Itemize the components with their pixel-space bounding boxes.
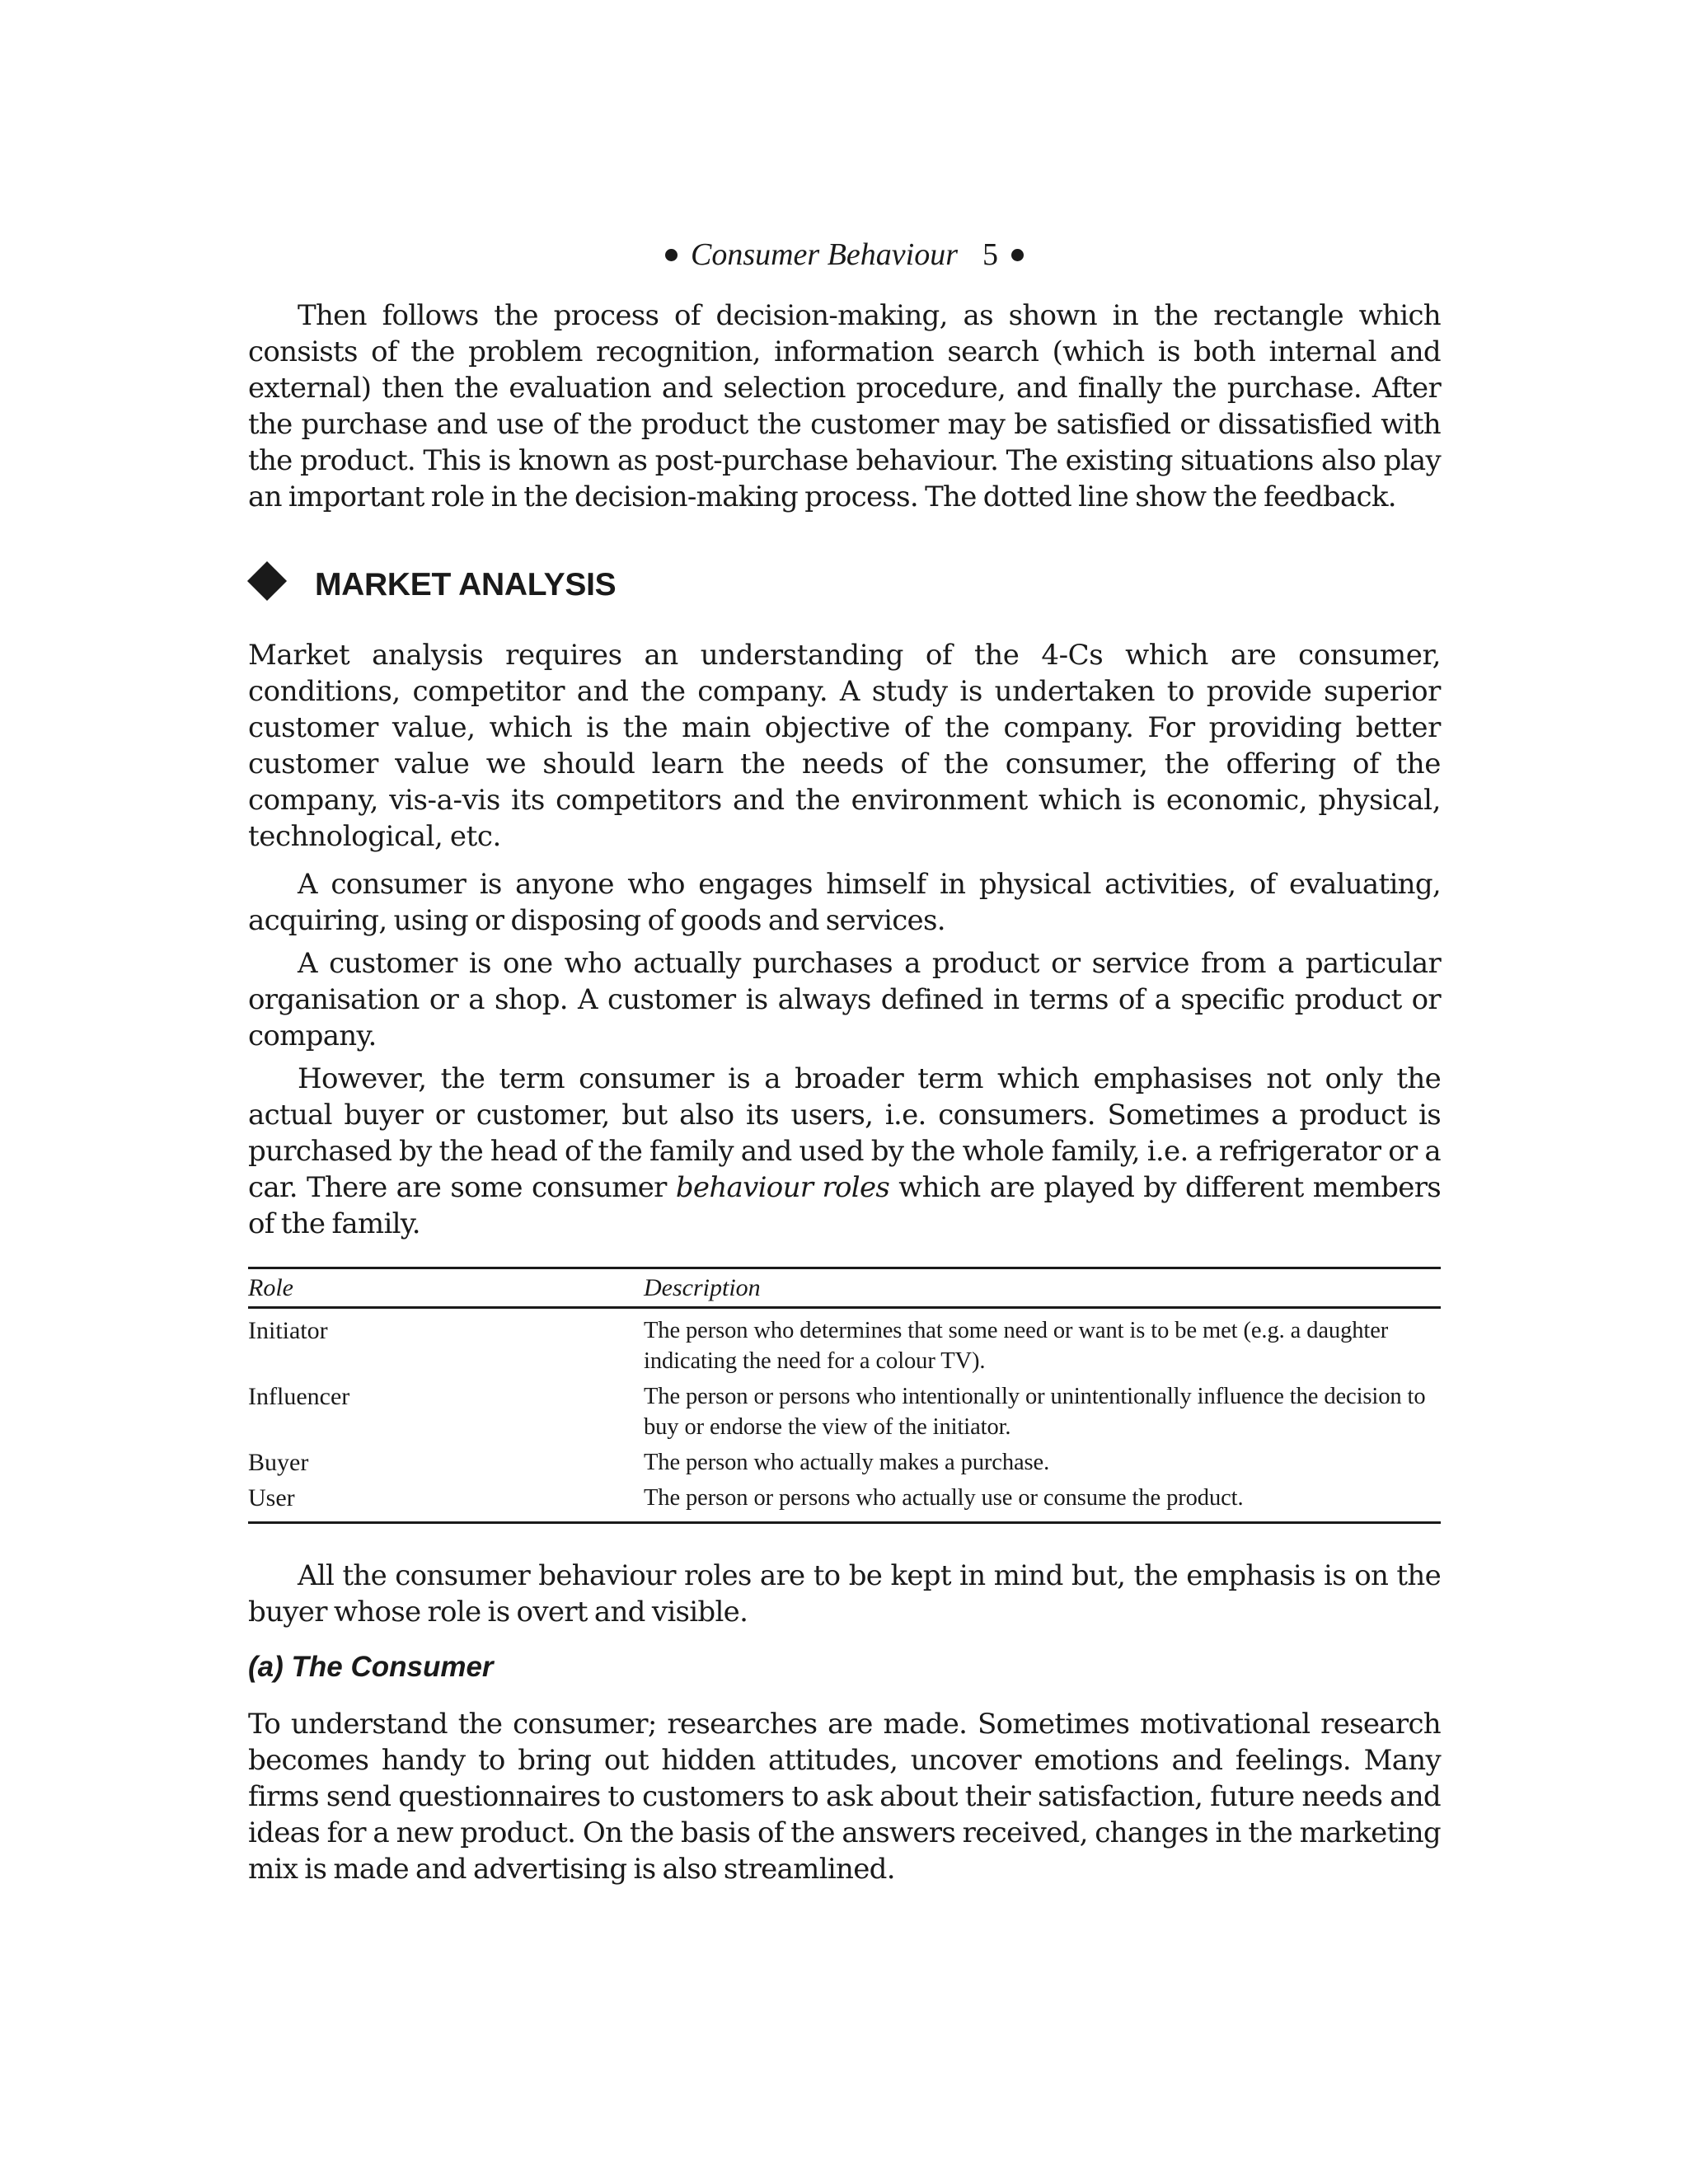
- paragraph-the-consumer: To understand the consumer; researches are made. Sometimes motivational research becomes handy to bring out hidden attitudes, uncover emotions and feelings. Many firms send questionnaires to customers to ask about their satisfaction, future needs and ideas for a new product. On the basis of the answers received, changes in the marketing mix is made and advertising is also streamlined.: [248, 1708, 1441, 1886]
- header-role: Role: [248, 1274, 293, 1301]
- bullet-icon: [665, 249, 678, 261]
- table-row: [248, 1442, 1441, 1478]
- page-number: 5: [982, 237, 999, 272]
- intro-paragraph: Then follows the process of decision-making, as shown in the rectangle which consists of the problem recognition, information search (which is both internal and external) then the evaluation and selection procedure, and finally the purchase. After the purchase and use of the product the customer may be satisfied or dissatisfied with the product. This is known as post-purchase behaviour. The existing situations also play an important role in the decision-making process. The dotted line show the feedback.: [248, 299, 1441, 513]
- emphasis-behaviour-roles: behaviour roles: [675, 1171, 890, 1204]
- table-row: [248, 1478, 1441, 1521]
- paragraph-text: However, the term consumer is a broader term which emphasises not only the actual buyer or customer, but also its users, i.e. consumers. Sometimes a product is purchased by the head of the family and used by the whole family, i.e. a refrigerator or a car. There are some consumer: [248, 1062, 1441, 1204]
- table-row: [248, 1376, 1441, 1442]
- bullet-icon: [1011, 249, 1024, 261]
- paragraph-after-table: All the consumer behaviour roles are to be kept in mind but, the emphasis is on the buyer whose role is overt and visible.: [248, 1559, 1441, 1629]
- diamond-bullet-icon: [247, 561, 287, 601]
- paragraph-text: which are played by different members of the family.: [248, 1171, 1441, 1240]
- paragraph-market-analysis: Market analysis requires an understanding of the 4-Cs which are consumer, conditions, competitor and the company. A study is undertaken to provide superior customer value, which is the main objective of the company. For providing better customer value we should learn the needs of the consumer, the offering of the company, vis-a-vis its competitors and the environment which is economic, physical, technological, etc.: [248, 639, 1441, 853]
- roles-table: [248, 1267, 1441, 1524]
- cell-role: Buyer: [248, 1449, 309, 1476]
- cell-description: The person or persons who intentionally or unintentionally influence the decision to buy or endorse the view of the initiator.: [644, 1384, 1426, 1440]
- paragraph-consumer-definition: A consumer is anyone who engages himself in physical activities, of evaluating, acquiring, using or disposing of goods and services.: [248, 868, 1441, 937]
- running-head: [248, 234, 1441, 275]
- cell-description: The person who actually makes a purchase.: [644, 1450, 1050, 1475]
- paragraph-consumer-broader: [248, 1061, 1441, 1242]
- cell-role: User: [248, 1484, 295, 1511]
- table-row: [248, 1309, 1441, 1376]
- cell-role: Influencer: [248, 1383, 350, 1410]
- running-head-title: Consumer Behaviour: [690, 237, 959, 272]
- paragraph-customer-definition: A customer is one who actually purchases a product or service from a particular organisation or a shop. A customer is always defined in terms of a specific product or company.: [248, 947, 1441, 1052]
- cell-description: The person or persons who actually use or consume the product.: [644, 1485, 1244, 1511]
- subsection-heading: (a) The Consumer: [248, 1651, 494, 1683]
- header-description: Description: [644, 1274, 761, 1301]
- section-heading-text: MARKET ANALYSIS: [315, 567, 617, 602]
- table-header: [248, 1269, 1441, 1309]
- section-heading: [248, 560, 1441, 610]
- cell-role: Initiator: [248, 1317, 328, 1344]
- cell-description: The person who determines that some need or want is to be met (e.g. a daughter indicating the need for a colour TV).: [644, 1318, 1389, 1374]
